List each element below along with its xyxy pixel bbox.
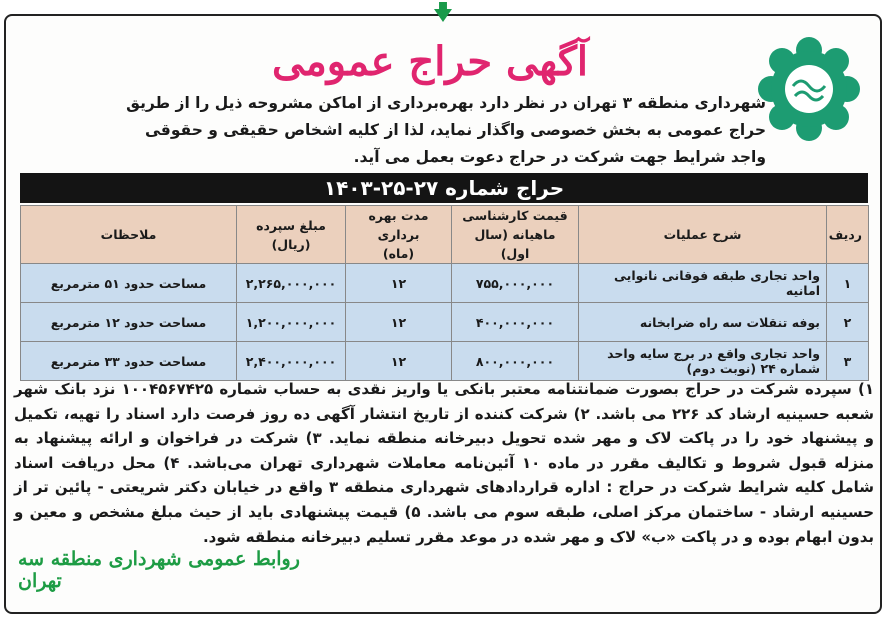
organization-name: شهرداری منطقه ۳ تهران	[573, 94, 766, 112]
header-expert-price: قیمت کارشناسی ماهیانه (سال اول)	[452, 206, 579, 264]
cell-deposit: ۲,۴۰۰,۰۰۰,۰۰۰	[237, 342, 346, 381]
tehran-municipality-logo	[757, 36, 861, 142]
public-relations-signature: روابط عمومی شهرداری منطقه سه تهران	[18, 548, 300, 592]
cell-expert-price: ۴۰۰,۰۰۰,۰۰۰	[452, 303, 579, 342]
cell-expert-price: ۸۰۰,۰۰۰,۰۰۰	[452, 342, 579, 381]
cell-description: بوفه تنقلات سه راه ضرابخانه	[579, 303, 827, 342]
header-description: شرح عملیات	[579, 206, 827, 264]
cell-deposit: ۲,۲۶۵,۰۰۰,۰۰۰	[237, 264, 346, 303]
cell-description: واحد تجاری واقع در برج سایه واحد شماره ۲۴ (نوبت دوم)	[579, 342, 827, 381]
cell-description: واحد تجاری طبقه فوقانی نانوایی امانیه	[579, 264, 827, 303]
notice-title: آگهی حراج عمومی	[272, 38, 588, 85]
cell-notes: مساحت حدود ۱۲ مترمربع	[21, 303, 237, 342]
intro-text: در نظر دارد بهره‌برداری از اماکن مشروحه ذیل را از طریق حراج عمومی به بخش خصوصی واگذار نماید، لذا از کلیه اشخاص حقیقی و حقوقی واجد شرایط جهت شرکت در حراج دعوت بعمل می آید.	[126, 94, 766, 166]
table-row	[21, 342, 869, 381]
table-header-row	[21, 206, 869, 264]
cell-row-number: ۳	[827, 342, 869, 381]
cell-expert-price: ۷۵۵,۰۰۰,۰۰۰	[452, 264, 579, 303]
cell-notes: مساحت حدود ۵۱ مترمربع	[21, 264, 237, 303]
cell-duration: ۱۲	[346, 264, 452, 303]
header-duration: مدت بهره برداری (ماه)	[346, 206, 452, 264]
cell-notes: مساحت حدود ۳۳ مترمربع	[21, 342, 237, 381]
cell-row-number: ۱	[827, 264, 869, 303]
intro-paragraph	[126, 90, 766, 171]
table-row	[21, 303, 869, 342]
header-row-number: ردیف	[827, 206, 869, 264]
header-deposit: مبلغ سپرده (ریال)	[237, 206, 346, 264]
auction-items-table	[20, 205, 869, 381]
table-row	[21, 264, 869, 303]
cell-duration: ۱۲	[346, 303, 452, 342]
cell-row-number: ۲	[827, 303, 869, 342]
conditions-paragraph: ۱) سپرده شرکت در حراج بصورت ضمانتنامه معتبر بانکی یا واریز نقدی به حساب شماره ۱۰۰۴۵۶۷۴۲۵ نزد بانک شهر شعبه حسینیه ارشاد کد ۲۲۶ می باشد. ۲) شرکت کننده از تاریخ انتشار آگهی ده روز فرصت دارد اسناد را تهیه، تکمیل و پیشنهاد خود را در پاکت لاک و مهر شده تحویل دبیرخانه منطقه نماید. ۳) شرکت در فراخوان و ارائه پیشنهاد به منزله قبول شروط و تکالیف مقرر در ماده ۱۰ آئین‌نامه معاملات شهرداری تهران می‌باشد. ۴) محل دریافت اسناد شامل کلیه شرایط شرکت در حراج : اداره قراردادهای شهرداری منطقه ۳ واقع در خیابان دکتر شریعتی - پائین تر از حسینیه ارشاد - ساختمان مرکز اصلی، طبقه سوم می باشد. ۵) قیمت پیشنهادی باید از حیث مبلغ مشخص و معین و بدون ابهام بوده و در پاکت «ب» لاک و مهر شده در موعد مقرر تسلیم دبیرخانه منطقه شود.	[14, 380, 875, 546]
cell-deposit: ۱,۲۰۰,۰۰۰,۰۰۰	[237, 303, 346, 342]
auction-number-banner: حراج شماره ۲۷-۲۵-۱۴۰۳	[20, 173, 868, 203]
cell-duration: ۱۲	[346, 342, 452, 381]
header-notes: ملاحظات	[21, 206, 237, 264]
